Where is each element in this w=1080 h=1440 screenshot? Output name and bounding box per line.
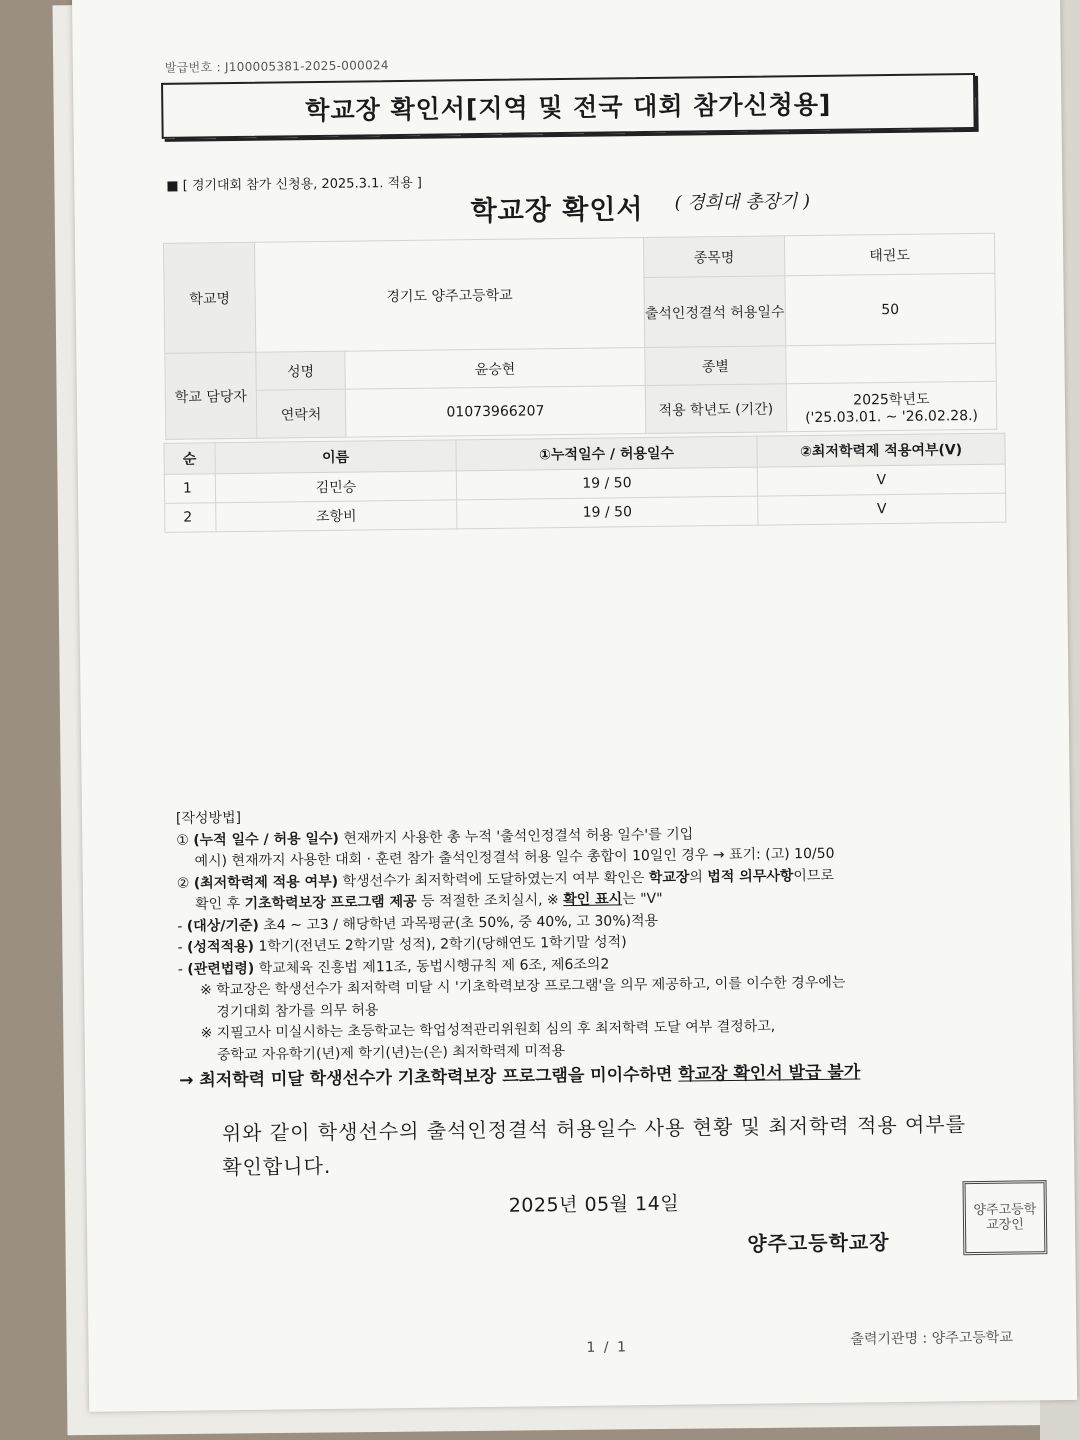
cumulative-days: 19 / 50 bbox=[457, 496, 758, 529]
student-name: 김민승 bbox=[215, 471, 456, 503]
instructions-heading: [작성방법] bbox=[175, 809, 242, 827]
instruction-line: 확인 후 기초학력보장 프로그램 제공 등 적절한 조치실시, ※ 확인 표시는 "V" bbox=[194, 890, 663, 913]
instruction-line: - (대상/기준) 초4 ~ 고3 / 해당학년 과목평균(초 50%, 중 40%, 고 30%)적용 bbox=[177, 912, 659, 935]
year-label: 적용 학년도 (기간) bbox=[645, 384, 787, 434]
instruction-line: ② (최저학력제 적용 여부) 학생선수가 최저학력에 도달하였는지 여부 확인은 학교장의 법적 의무사항이므로 bbox=[176, 867, 835, 892]
row-number: 2 bbox=[165, 503, 216, 533]
roster-header-flag: ②최저학력제 적용여부(V) bbox=[757, 433, 1005, 467]
name-label: 성명 bbox=[256, 351, 345, 390]
cumulative-days: 19 / 50 bbox=[456, 467, 757, 500]
confirmation-statement: 위와 같이 학생선수의 출석인정결석 허용일수 사용 현황 및 최저학력 적용 여부를 확인합니다. bbox=[221, 1112, 967, 1180]
minimum-achievement-flag: V bbox=[757, 464, 1005, 496]
absence-label: 출석인정결석 허용일수 bbox=[644, 276, 786, 348]
student-name: 조항비 bbox=[216, 500, 457, 532]
instruction-line: 경기대회 참가를 의무 허용 bbox=[216, 1001, 379, 1020]
event-value: 태권도 bbox=[784, 233, 995, 276]
period-value: ('25.03.01. ~ '26.02.28.) bbox=[805, 407, 979, 426]
instructions-section bbox=[176, 798, 1039, 1092]
application-note: ■ [ 경기대회 참가 신청용, 2025.3.1. 적용 ] bbox=[166, 175, 423, 194]
instruction-line: ① (누적 일수 / 허용 일수) 현재까지 사용한 총 누적 '출석인정결석 허용 일수'를 기입 bbox=[176, 825, 694, 849]
contact-label: 연락처 bbox=[256, 389, 346, 438]
category-label: 종별 bbox=[645, 346, 786, 386]
roster-header-name: 이름 bbox=[215, 440, 456, 474]
issue-number: 발급번호 : J100005381-2025-000024 bbox=[164, 58, 389, 75]
instruction-line: - (관련법령) 학교체육 진흥법 제11조, 동법시행규칙 제 6조, 제6조의2 bbox=[177, 956, 610, 978]
event-label: 종목명 bbox=[643, 236, 784, 278]
name-value: 윤승현 bbox=[345, 348, 645, 390]
info-table bbox=[163, 233, 997, 440]
official-seal: 양주고등학교장인 bbox=[962, 1180, 1047, 1255]
absence-value: 50 bbox=[785, 273, 996, 346]
officer-label: 학교 담당자 bbox=[165, 352, 257, 439]
page-number: 1 / 1 bbox=[586, 1339, 629, 1356]
roster-header-no: 순 bbox=[164, 443, 215, 475]
year-value-cell bbox=[786, 381, 997, 432]
school-value: 경기도 양주고등학교 bbox=[254, 238, 644, 353]
instruction-line: 중학교 자유학기(년)제 학기(년)는(은) 최저학력제 미적용 bbox=[216, 1042, 566, 1063]
printing-institution: 출력기관명 : 양주고등학교 bbox=[850, 1329, 1013, 1348]
document-page bbox=[72, 0, 1077, 1412]
instruction-line: ※ 학교장은 학생선수가 최저학력 미달 시 '기초학력보장 프로그램'을 의무 제공하고, 이를 이수한 경우에는 bbox=[200, 974, 846, 999]
row-number: 1 bbox=[164, 474, 215, 504]
category-value bbox=[786, 343, 997, 384]
minimum-achievement-flag: V bbox=[758, 493, 1006, 525]
instruction-line: - (성적적용) 1학기(전년도 2학기말 성적), 2학기(당해연도 1학기말 성적) bbox=[177, 934, 627, 956]
contact-value: 01073966207 bbox=[345, 386, 645, 438]
student-roster-table bbox=[163, 433, 1006, 533]
roster-header-days: ①누적일수 / 허용일수 bbox=[456, 436, 757, 471]
issue-date: 2025년 05월 14일 bbox=[508, 1192, 680, 1217]
principal-signature: 양주고등학교장 bbox=[747, 1230, 890, 1256]
handwritten-note: ( 경희대 총장기 ) bbox=[674, 190, 811, 214]
header-title: 학교장 확인서[지역 및 전국 대회 참가신청용] bbox=[161, 73, 976, 139]
document-title: 학교장 확인서 bbox=[470, 194, 644, 228]
year-value: 2025학년도 bbox=[853, 391, 930, 408]
instruction-line: 예시) 현재까지 사용한 대회 · 훈련 참가 출석인정결석 허용 일수 총합이 10일인 경우 → 표기: (고) 10/50 bbox=[194, 845, 835, 870]
school-label: 학교명 bbox=[163, 242, 255, 353]
instruction-line: ※ 지필고사 미실시하는 초등학교는 학업성적관리위원회 심의 후 최저학력 도달 여부 결정하고, bbox=[200, 1018, 776, 1042]
instruction-warning: → 최저학력 미달 학생선수가 기초학력보장 프로그램을 미이수하면 학교장 확인서 발급 불가 bbox=[179, 1062, 861, 1091]
